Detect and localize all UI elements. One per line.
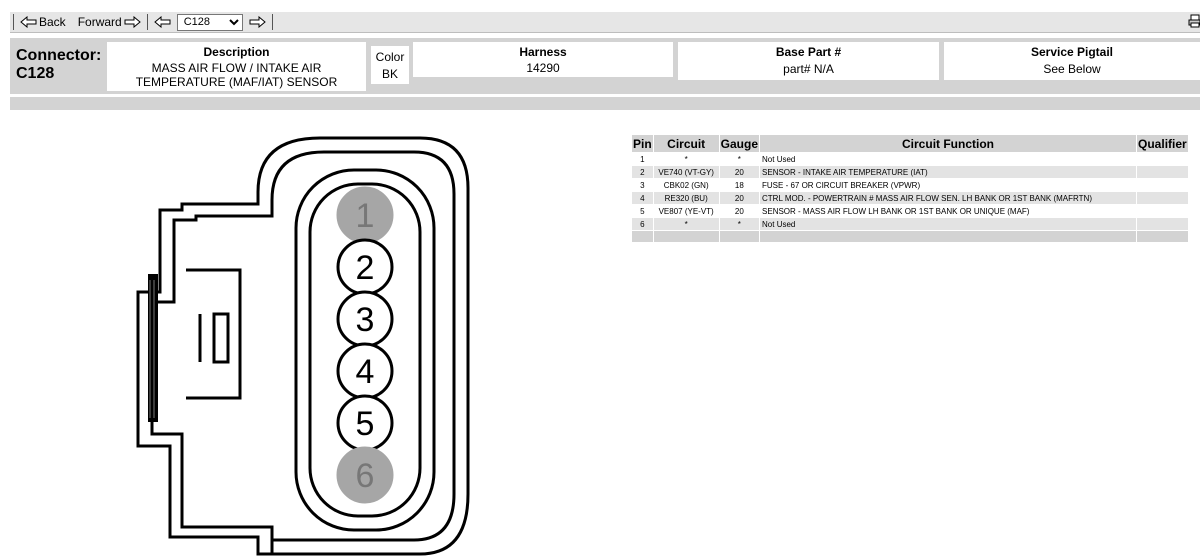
pin-cell: 5: [632, 205, 653, 217]
qualifier-cell: [1137, 153, 1188, 165]
function-cell: SENSOR - INTAKE AIR TEMPERATURE (IAT): [760, 166, 1136, 178]
circuit-cell: *: [654, 218, 719, 230]
latch-tab: [214, 314, 228, 362]
footer-cell: [654, 231, 719, 242]
color-heading: Color: [375, 50, 405, 64]
footer-cell: [632, 231, 653, 242]
toolbar-separator: [147, 14, 148, 30]
pin-column-header: Pin: [633, 136, 652, 151]
table-row: [632, 205, 1188, 217]
pin-group: [338, 188, 392, 502]
prev-connector-button[interactable]: [151, 16, 174, 28]
base-part-heading: Base Part #: [775, 45, 842, 59]
connector-label: [16, 47, 101, 83]
gauge-cell: 18: [720, 179, 759, 191]
qualifier-cell: [1137, 179, 1188, 191]
qualifier-column-header: Qualifier: [1138, 136, 1187, 151]
table-row: [632, 179, 1188, 191]
circuit-cell: RE320 (BU): [654, 192, 719, 204]
connector-select[interactable]: [177, 14, 243, 31]
harness-cell: [413, 42, 673, 77]
pin-cell: 6: [632, 218, 653, 230]
print-button[interactable]: [1188, 14, 1200, 31]
connector-header: [10, 38, 1200, 94]
function-cell: Not Used: [760, 218, 1136, 230]
forward-arrow-icon: [124, 16, 141, 28]
description-heading: Description: [203, 45, 270, 59]
pin-4-label: 4: [355, 353, 375, 391]
connector-heading: Connector:: [16, 47, 102, 64]
printer-icon: [1188, 14, 1200, 28]
toolbar-separator: [272, 14, 273, 30]
qualifier-cell: [1137, 205, 1188, 217]
circuit-cell: VE807 (YE-VT): [654, 205, 719, 217]
table-row: [632, 166, 1188, 178]
function-cell: CTRL MOD. - POWERTRAIN # MASS AIR FLOW SEN. LH BANK OR 1ST BANK (MAFRTN): [760, 192, 1136, 204]
gauge-cell: *: [720, 153, 759, 165]
connector-id: C128: [16, 65, 55, 82]
circuit-column-header: Circuit: [654, 135, 719, 152]
next-connector-button[interactable]: [246, 16, 269, 28]
qualifier-cell: [1137, 166, 1188, 178]
prev-arrow-icon: [154, 16, 171, 28]
pin-1-label: 1: [355, 197, 375, 235]
pin-table: [631, 134, 1189, 243]
pin-cell: 1: [632, 153, 653, 165]
back-arrow-icon: [20, 16, 37, 28]
next-arrow-icon: [249, 16, 266, 28]
color-value: BK: [381, 67, 398, 81]
gauge-cell: *: [720, 218, 759, 230]
footer-cell: [760, 231, 1136, 242]
function-column-header: Circuit Function: [760, 135, 1136, 152]
qualifier-cell: [1137, 192, 1188, 204]
pin-2-label: 2: [355, 249, 375, 287]
back-button[interactable]: [17, 15, 69, 29]
header-divider-band: [10, 97, 1200, 110]
color-cell: [371, 46, 409, 84]
gauge-column-header: Gauge: [720, 136, 759, 151]
description-cell: [107, 42, 366, 91]
pin-cell: 3: [632, 179, 653, 191]
pin-cell: 2: [632, 166, 653, 178]
pigtail-value[interactable]: See Below: [1043, 62, 1101, 76]
pin-5-label: 5: [355, 405, 375, 443]
housing-inner-outline: [152, 152, 454, 554]
service-pigtail-cell: [944, 42, 1200, 80]
circuit-cell: VE740 (VT-GY): [654, 166, 719, 178]
base-part-value: part# N/A: [783, 62, 834, 76]
harness-value: 14290: [526, 61, 560, 75]
table-row: [632, 192, 1188, 204]
function-cell: SENSOR - MASS AIR FLOW LH BANK OR 1ST BANK OR UNIQUE (MAF): [760, 205, 1136, 217]
connector-face-diagram: [130, 130, 490, 557]
harness-heading: Harness: [519, 45, 567, 59]
pigtail-heading: Service Pigtail: [1030, 45, 1114, 59]
description-value: MASS AIR FLOW / INTAKE AIR TEMPERATURE (MAF/IAT) SENSOR: [135, 61, 338, 89]
pin-table-header-row: [632, 135, 1188, 152]
toolbar: [10, 12, 1200, 33]
footer-cell: [1137, 231, 1188, 242]
gauge-cell: 20: [720, 205, 759, 217]
pin-3-label: 3: [355, 301, 375, 339]
table-footer-row: [632, 231, 1188, 242]
forward-button[interactable]: [75, 15, 144, 29]
table-row: [632, 218, 1188, 230]
toolbar-separator: [13, 14, 14, 30]
gauge-cell: 20: [720, 166, 759, 178]
pin-6-label: 6: [355, 457, 375, 495]
footer-cell: [720, 231, 759, 242]
table-row: [632, 153, 1188, 165]
function-cell: FUSE - 67 OR CIRCUIT BREAKER (VPWR): [760, 179, 1136, 191]
forward-label: Forward: [77, 15, 122, 29]
gauge-cell: 20: [720, 192, 759, 204]
pin-cell: 4: [632, 192, 653, 204]
qualifier-cell: [1137, 218, 1188, 230]
base-part-cell: [678, 42, 939, 80]
circuit-cell: CBK02 (GN): [654, 179, 719, 191]
circuit-cell: *: [654, 153, 719, 165]
function-cell: Not Used: [760, 153, 1136, 165]
back-label: Back: [39, 15, 66, 29]
